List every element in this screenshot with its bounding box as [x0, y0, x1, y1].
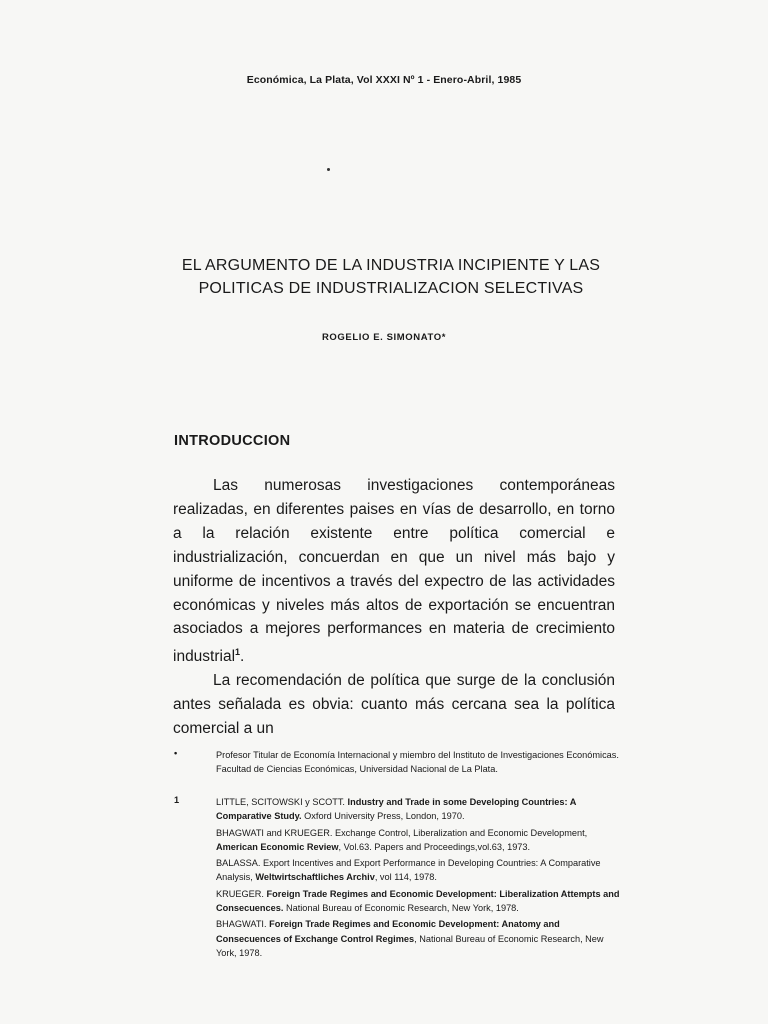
footnote-1-references — [216, 795, 620, 962]
footnote-marker-1: 1 — [174, 795, 180, 805]
reference-item: LITTLE, SCITOWSKI y SCOTT. Industry and Trade in some Developing Countries: A Comparative Study. Oxford University Press, London, 1970. — [216, 797, 577, 822]
body-text — [173, 474, 615, 741]
author-name: ROGELIO E. SIMONATO* — [321, 332, 447, 343]
footnote-ref-1: 1 — [235, 647, 241, 658]
paragraph-2: La recomendación de política que surge de la conclusión antes señalada es obvia: cuanto más cercana sea la política comercial a un — [173, 672, 615, 738]
reference-item: BHAGWATI. Foreign Trade Regimes and Economic Development: Anatomy and Consecuences of Exchange Control Regimes, National Bureau of Economic Research, New York, 1978. — [216, 919, 604, 958]
journal-header: Económica, La Plata, Vol XXXI Nº 1 - Enero-Abril, 1985 — [246, 74, 522, 86]
title-line-1: EL ARGUMENTO DE LA INDUSTRIA INCIPIENTE Y LAS — [181, 257, 601, 274]
footnote-marker-star: • — [174, 748, 178, 758]
reference-item: BALASSA. Export Incentives and Export Performance in Developing Countries: A Comparative Analysis, Weltwirtschaftliches Archiv, vol 114, 1978. — [216, 858, 601, 883]
article-title — [0, 254, 768, 300]
reference-item: KRUEGER. Foreign Trade Regimes and Economic Development: Liberalization Attempts and Consecuences. National Bureau of Economic Research, New York, 1978. — [216, 888, 620, 914]
paragraph-1-text: Las numerosas investigaciones contemporáneas realizadas, en diferentes paises en vías de desarrollo, en torno a la relación existente entre política comercial e industrialización, concuerdan en que un nivel más bajo y uniforme de incentivos a través del expectro de las actividades económicas y niveles más altos de exportación se encuentran asociados a mejores performances en materia de crecimiento industrial — [173, 477, 615, 666]
paragraph-1-end: . — [240, 648, 245, 666]
footnote-author-text: Profesor Titular de Economía Internacional y miembro del Instituto de Investigaciones Económicas. Facultad de Ciencias Económicas, Universidad Nacional de La Plata. — [216, 750, 619, 775]
title-line-2: POLITICAS DE INDUSTRIALIZACION SELECTIVAS — [198, 280, 584, 297]
paragraph-1 — [173, 474, 615, 669]
scan-speck — [327, 168, 330, 171]
section-heading: INTRODUCCION — [174, 433, 291, 449]
reference-item: BHAGWATI and KRUEGER. Exchange Control, Liberalization and Economic Development, American Economic Review, Vol.63. Papers and Proceedings,vol.63, 1973. — [216, 827, 588, 852]
